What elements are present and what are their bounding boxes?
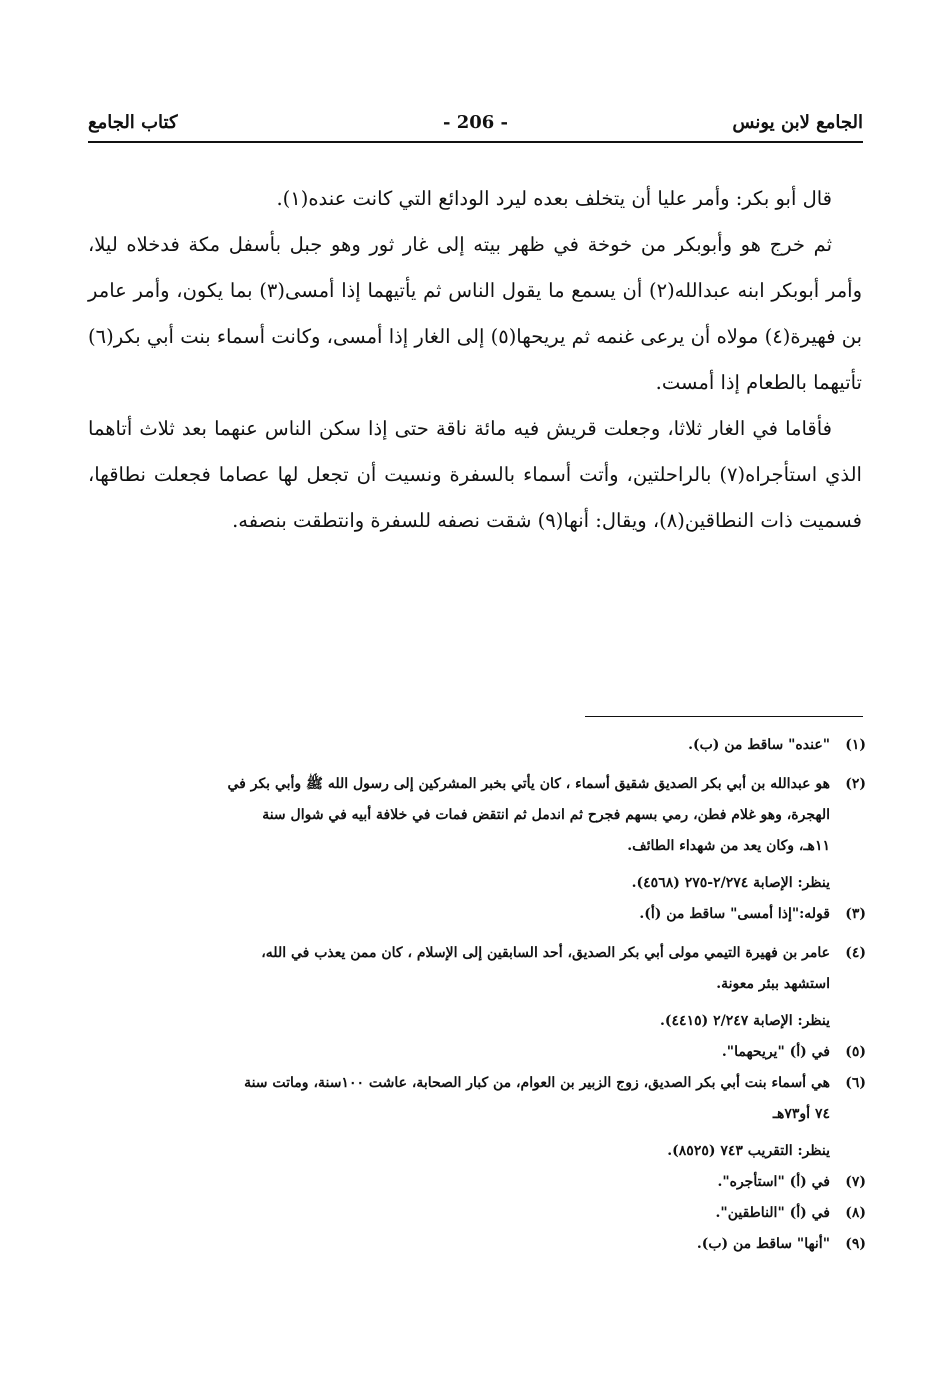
page-header: [88, 112, 863, 144]
footnote-2: [95, 769, 866, 899]
footnote-text: "عنده" ساقط من (ب).: [688, 737, 830, 753]
footnote-text-line: هي أسماء بنت أبي بكر الصديق، زوج الزبير بن العوام، من كبار الصحابة، عاشت ١٠٠سنة، وماتت سنة: [244, 1075, 830, 1091]
footnote-reference: ينظر: الإصابة ٢/٢٧٤-٢٧٥ (٤٥٦٨).: [631, 875, 830, 891]
header-divider: [88, 141, 863, 143]
paragraph-3: فأقاما في الغار ثلاثا، وجعلت قريش فيه مائة ناقة حتى إذا سكن الناس عنهما بعد ثلاث أتاهما الذي استأجراه(٧) بالراحلتين، وأتت أسماء بالسفرة ونسيت أن تجعل لها عصاما فجعلت نطاقها، فسميت ذات النطاقين(٨)، ويقال: أنها(٩) شقت نصفه للسفرة وانتطقت بنصفه.: [88, 417, 862, 532]
footnote-1: [95, 730, 866, 761]
footnote-divider: [585, 716, 863, 717]
footnote-text-line: الهجرة، وهو غلام فطن، رمي بسهم فجرح ثم اندمل ثم انتقض فمات في خلافة أبيه في شوال سنة: [262, 807, 830, 823]
footnote-text-line: ١١هـ، وكان يعد من شهداء الطائف.: [627, 838, 830, 854]
footnote-number: (٧): [845, 1174, 866, 1190]
footnote-text: "أنها" ساقط من (ب).: [696, 1236, 830, 1252]
footnote-4: [95, 938, 866, 1037]
footnote-text: في (أ) "يريحهما".: [721, 1044, 830, 1060]
footnote-number: (١): [845, 737, 866, 753]
footnote-text-line: هو عبدالله بن أبي بكر الصديق شقيق أسماء ، كان يأتي بخبر المشركين إلى رسول الله ﷺ وأبي بكر في: [227, 776, 830, 792]
footnote-text: قوله:"إذا أمسى" ساقط من (أ).: [639, 906, 830, 922]
footnote-number: (٤): [845, 945, 866, 961]
paragraph-1: قال أبو بكر: وأمر عليا أن يتخلف بعده ليرد الودائع التي كانت عنده(١).: [276, 187, 832, 210]
footnote-text-line: ٧٤ أو٧٣هـ: [772, 1106, 830, 1122]
footnote-text-line: استشهد ببئر معونة.: [716, 976, 830, 992]
paragraph-2: ثم خرج هو وأبوبكر من خوخة في ظهر بيته إلى غار ثور وهو جبل بأسفل مكة فدخلاه ليلا، وأمر أبوبكر ابنه عبدالله(٢) أن يسمع ما يقول الناس ثم يأتيهما إذا أمسى(٣) بما يكون، وأمر عامر بن فهيرة(٤) مولاه أن يرعى غنمه ثم يريحها(٥) إلى الغار إذا أمسى، وكانت أسماء بنت أبي بكر(٦) تأتيهما بالطعام إذا أمست.: [88, 233, 863, 394]
footnote-number: (٥): [845, 1044, 866, 1060]
footnote-3: [95, 899, 866, 930]
running-title-right: الجامع لابن يونس: [732, 112, 863, 133]
footnote-number: (٦): [845, 1075, 866, 1091]
footnote-6: [95, 1068, 866, 1167]
footnote-text: في (أ) "استأجره".: [717, 1174, 830, 1190]
footnote-number: (٢): [845, 776, 866, 792]
running-title-left: كتاب الجامع: [88, 112, 178, 133]
footnote-reference: ينظر: التقريب ٧٤٣ (٨٥٢٥).: [667, 1143, 830, 1159]
main-text: [88, 176, 862, 544]
footnote-text: في (أ) "الناطقين".: [715, 1205, 830, 1221]
page-number: - 206 -: [442, 112, 509, 133]
footnote-number: (٣): [845, 906, 866, 922]
footnotes: [95, 730, 866, 1260]
footnote-5: [95, 1037, 866, 1068]
footnote-7: [95, 1167, 866, 1198]
footnote-text-line: عامر بن فهيرة التيمي مولى أبي بكر الصديق، أحد السابقين إلى الإسلام ، كان ممن يعذب في الله،: [261, 945, 830, 961]
footnote-number: (٩): [845, 1236, 866, 1252]
footnote-9: [95, 1229, 866, 1260]
footnote-8: [95, 1198, 866, 1229]
footnote-reference: ينظر: الإصابة ٢/٢٤٧ (٤٤١٥).: [660, 1013, 830, 1029]
footnote-number: (٨): [845, 1205, 866, 1221]
